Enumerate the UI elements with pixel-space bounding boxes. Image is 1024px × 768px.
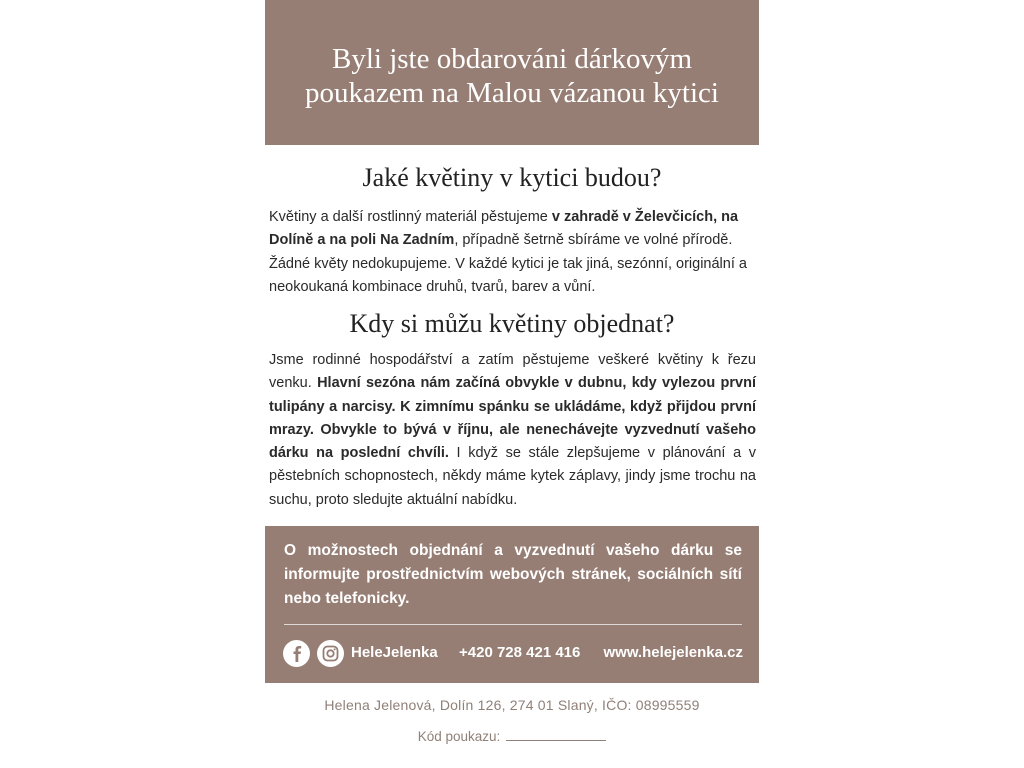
address-line: Helena Jelenová, Dolín 126, 274 01 Slaný, IČO: 08995559 <box>324 697 700 713</box>
paragraph-ordering <box>269 349 756 512</box>
section-heading-ordering: Kdy si můžu květiny objednat? <box>349 309 675 338</box>
website-link[interactable]: www.helejelenka.cz <box>603 644 743 661</box>
contact-info-text: O možnostech objednání a vyzvednutí vašeho dárku se informujte prostřednictvím webových stránek, sociálních sítí nebo telefonicky. <box>284 542 742 607</box>
facebook-icon[interactable] <box>283 640 310 667</box>
social-handle[interactable]: HeleJelenka <box>351 644 438 661</box>
paragraph-bold: Hlavní sezóna nám začíná obvykle v dubnu, kdy vylezou první tulipány a narcisy. K zimnímu spánku se ukládáme, když přijdou první mrazy. Obvykle to bývá v říjnu, ale nenechávejte vyzvednutí vašeho dárku na poslední chvíli. <box>269 375 757 462</box>
paragraph-text: Jsme rodinné hospodářství a zatím pěstujeme veškeré květiny k řezu venku. <box>269 352 756 392</box>
voucher-title: Byli jste obdarováni dárkovým poukazem na Malou vázanou kytici <box>305 42 719 109</box>
paragraph-bold: v zahradě v Želevčicích, na Dolíně a na poli Na Zadním <box>269 209 739 249</box>
voucher-card <box>265 0 759 768</box>
section-heading-flowers: Jaké květiny v kytici budou? <box>362 163 662 192</box>
paragraph-text: I když se stále zlepšujeme v plánování a v pěstebních schopnostech, někdy máme kytek záplavy, jindy jsme trochu na suchu, proto sledujte aktuální nabídku. <box>269 445 756 508</box>
phone-number[interactable]: +420 728 421 416 <box>459 644 581 661</box>
contact-box <box>265 526 759 683</box>
divider <box>284 624 742 625</box>
voucher-code-blank <box>506 728 606 741</box>
contact-row <box>283 638 743 670</box>
header-banner <box>265 0 759 145</box>
instagram-icon[interactable] <box>317 640 344 667</box>
voucher-code-row <box>265 728 759 744</box>
paragraph-text: , případně šetrně sbíráme ve volné přírodě. Žádné květy nedokupujeme. V každé kytici je tak jiná, sezónní, originální a neokoukaná kombinace druhů, tvarů, barev a vůní. <box>269 232 747 295</box>
voucher-code-label: Kód poukazu: <box>417 729 501 744</box>
paragraph-flowers <box>269 206 756 299</box>
paragraph-text: Květiny a další rostlinný materiál pěstujeme <box>269 209 552 225</box>
